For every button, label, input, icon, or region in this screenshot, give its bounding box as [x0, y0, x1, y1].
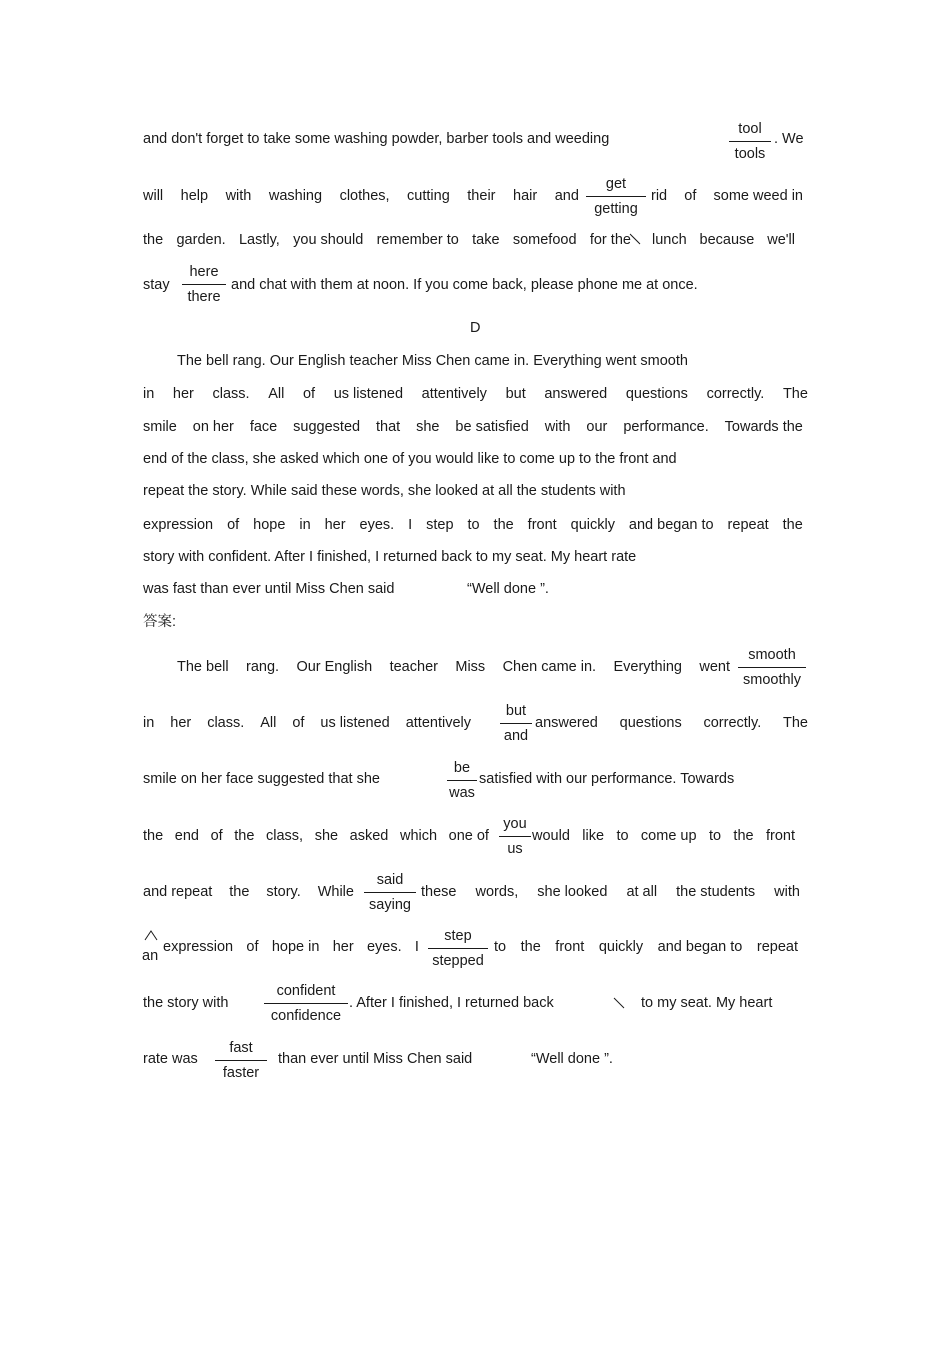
word: will — [143, 188, 164, 204]
word: Our English — [296, 659, 373, 675]
word: rid — [651, 188, 668, 204]
correction-fraction — [215, 1039, 267, 1082]
text-line — [143, 417, 803, 437]
text-fragment — [535, 713, 808, 733]
text-fragment: the story with — [143, 995, 229, 1011]
word: Lastly, — [238, 232, 280, 248]
word: us listened — [333, 386, 404, 402]
word: the — [234, 828, 255, 844]
text-line: end of the class, she asked which one of you would like to come up to the front and — [143, 451, 677, 467]
correct-word: was — [449, 785, 475, 801]
word: eyes. — [359, 517, 395, 533]
text-fragment — [532, 826, 795, 846]
word: rang. — [245, 659, 280, 675]
word: the students — [676, 884, 756, 900]
word: these — [421, 884, 457, 900]
word: the — [733, 828, 754, 844]
wrong-word: tool — [729, 120, 771, 142]
word: hope in — [271, 939, 320, 955]
word: story. — [266, 884, 301, 900]
word: but — [505, 386, 526, 402]
word: The — [782, 386, 808, 402]
word: take — [472, 232, 500, 248]
correction-fraction — [729, 120, 771, 163]
text-fragment: than ever until Miss Chen said — [278, 1051, 473, 1067]
word: at all — [626, 884, 658, 900]
section-heading: D — [470, 320, 481, 336]
wrong-word: smooth — [738, 646, 806, 668]
deletion-mark-icon — [628, 232, 642, 246]
word: repeat — [727, 517, 769, 533]
word: asked — [349, 828, 389, 844]
text-fragment: was fast than ever until Miss Chen said — [143, 581, 395, 597]
word: of — [210, 828, 223, 844]
text-fragment: satisfied with our performance. Towards — [479, 771, 735, 787]
word: Everything — [613, 659, 682, 675]
text-fragment: rate was — [143, 1051, 198, 1067]
word: of — [292, 715, 305, 731]
word: expression — [163, 939, 234, 955]
text-fragment: to my seat. My heart — [641, 995, 773, 1011]
wrong-word: be — [447, 759, 477, 781]
correction-fraction — [738, 646, 806, 689]
answer-label: 答案: — [143, 614, 177, 630]
wrong-word: here — [182, 263, 226, 285]
text-line — [163, 937, 419, 957]
word: hope — [253, 517, 286, 533]
word: the — [143, 232, 164, 248]
word: front — [765, 828, 795, 844]
word: attentively — [405, 715, 471, 731]
word: be satisfied — [455, 419, 529, 435]
word: to — [616, 828, 629, 844]
word: eyes. — [366, 939, 402, 955]
text-fragment — [652, 230, 795, 250]
word: one of — [448, 828, 489, 844]
text-line: story with confident. After I finished, I returned back to my seat. My heart rate — [143, 549, 637, 565]
text-line — [143, 186, 579, 206]
word: correctly. — [703, 715, 762, 731]
correct-word: faster — [222, 1065, 260, 1081]
word: that — [376, 419, 401, 435]
word: repeat — [756, 939, 798, 955]
correct-word: us — [507, 841, 523, 857]
word: us listened — [320, 715, 390, 731]
word: would — [532, 828, 570, 844]
word: with — [774, 884, 800, 900]
word: words, — [475, 884, 519, 900]
word: the — [493, 517, 514, 533]
text-line — [177, 657, 730, 677]
word: quickly — [570, 517, 615, 533]
word: The — [783, 715, 808, 731]
word: the — [143, 828, 164, 844]
correct-word: smoothly — [742, 672, 802, 688]
word: in — [299, 517, 311, 533]
word: suggested — [293, 419, 361, 435]
word: The bell — [177, 659, 229, 675]
word: because — [699, 232, 755, 248]
word: her — [324, 517, 346, 533]
word: she — [314, 828, 339, 844]
inserted-word: an — [142, 948, 159, 964]
word: went — [699, 659, 730, 675]
word: questions — [619, 715, 682, 731]
word: quickly — [598, 939, 644, 955]
wrong-word: you — [499, 815, 531, 837]
wrong-word: but — [500, 702, 532, 724]
correction-fraction — [586, 175, 646, 218]
word: her — [170, 715, 192, 731]
word: some weed in — [713, 188, 803, 204]
correction-fraction — [364, 871, 416, 914]
text-line — [143, 882, 354, 902]
word: answered — [535, 715, 598, 731]
word: come up — [640, 828, 697, 844]
word: face — [249, 419, 278, 435]
text-fragment — [494, 937, 798, 957]
word: While — [317, 884, 354, 900]
word: Towards the — [724, 419, 803, 435]
word: step — [426, 517, 454, 533]
word: Chen came in. — [502, 659, 597, 675]
word: for the — [589, 232, 631, 248]
word: the — [229, 884, 250, 900]
text-fragment: smile on her face suggested that she — [143, 771, 380, 787]
wrong-word: get — [586, 175, 646, 197]
word: of — [302, 386, 316, 402]
word: correctly. — [706, 386, 765, 402]
word: questions — [625, 386, 688, 402]
correct-word: confidence — [270, 1008, 342, 1024]
text-line — [143, 384, 808, 404]
word: to — [494, 939, 507, 955]
text-line — [143, 515, 803, 535]
text-line — [143, 230, 631, 250]
word: her — [172, 386, 194, 402]
word: hair — [513, 188, 538, 204]
correct-word: stepped — [432, 953, 484, 969]
word: their — [467, 188, 496, 204]
text-line: and don't forget to take some washing powder, barber tools and weeding — [143, 131, 610, 147]
text-fragment: stay — [143, 277, 170, 293]
text-fragment — [421, 882, 800, 902]
word: she — [416, 419, 440, 435]
word: like — [582, 828, 605, 844]
word: to — [467, 517, 480, 533]
wrong-word: confident — [264, 982, 348, 1004]
insertion-caret-icon — [144, 929, 158, 941]
wrong-word: fast — [215, 1039, 267, 1061]
correct-word: there — [187, 289, 221, 305]
word: in — [143, 386, 155, 402]
word: which — [399, 828, 438, 844]
word: with — [225, 188, 252, 204]
word: and — [554, 188, 579, 204]
word: All — [260, 715, 277, 731]
word: washing — [268, 188, 323, 204]
wrong-word: step — [428, 927, 488, 949]
word: of — [227, 517, 240, 533]
word: expression — [143, 517, 214, 533]
word: lunch — [652, 232, 687, 248]
word: smile — [143, 419, 177, 435]
word: class. — [212, 386, 250, 402]
word: and began to — [628, 517, 714, 533]
word: we'll — [767, 232, 795, 248]
word: class, — [266, 828, 304, 844]
correction-fraction — [264, 982, 348, 1025]
word: performance. — [623, 419, 709, 435]
word: front — [555, 939, 585, 955]
text-fragment: . We — [774, 131, 804, 147]
word: teacher — [389, 659, 438, 675]
correct-word: and — [503, 728, 529, 744]
correction-fraction — [499, 815, 531, 858]
word: with — [544, 419, 571, 435]
word: and repeat — [143, 884, 213, 900]
word: of — [684, 188, 697, 204]
word: attentively — [421, 386, 487, 402]
deletion-mark-icon — [612, 996, 626, 1010]
word: on her — [192, 419, 234, 435]
correct-word: saying — [369, 897, 411, 913]
wrong-word: said — [364, 871, 416, 893]
word: she looked — [537, 884, 608, 900]
word: answered — [544, 386, 608, 402]
text-line: The bell rang. Our English teacher Miss Chen came in. Everything went smooth — [177, 353, 688, 369]
text-fragment: “Well done ”. — [531, 1051, 613, 1067]
correction-fraction — [428, 927, 488, 970]
word: cutting — [407, 188, 450, 204]
word: her — [332, 939, 354, 955]
word: in — [143, 715, 155, 731]
correction-fraction — [182, 263, 226, 306]
word: to — [708, 828, 722, 844]
word: the — [520, 939, 541, 955]
text-line: repeat the story. While said these words, she looked at all the students with — [143, 483, 626, 499]
text-fragment: “Well done ”. — [467, 581, 549, 597]
word: of — [246, 939, 259, 955]
word: Miss — [455, 659, 486, 675]
word: I — [414, 939, 419, 955]
word: and began to — [657, 939, 743, 955]
word: you should — [293, 232, 364, 248]
word: somefood — [512, 232, 577, 248]
correct-word: getting — [594, 201, 638, 217]
word: class. — [207, 715, 245, 731]
correction-fraction — [447, 759, 477, 802]
word: the — [782, 517, 803, 533]
correction-fraction — [500, 702, 532, 745]
word: help — [180, 188, 209, 204]
text-fragment — [651, 186, 803, 206]
text-line — [143, 826, 489, 846]
text-fragment: and chat with them at noon. If you come back, please phone me at once. — [231, 277, 698, 293]
word: front — [527, 517, 557, 533]
correct-word: tools — [734, 146, 766, 162]
word: end — [174, 828, 199, 844]
text-line — [143, 713, 471, 733]
word: All — [268, 386, 285, 402]
word: I — [408, 517, 413, 533]
word: our — [586, 419, 608, 435]
word: clothes, — [339, 188, 390, 204]
word: garden. — [176, 232, 226, 248]
word: remember to — [376, 232, 459, 248]
text-fragment: . After I finished, I returned back — [349, 995, 554, 1011]
